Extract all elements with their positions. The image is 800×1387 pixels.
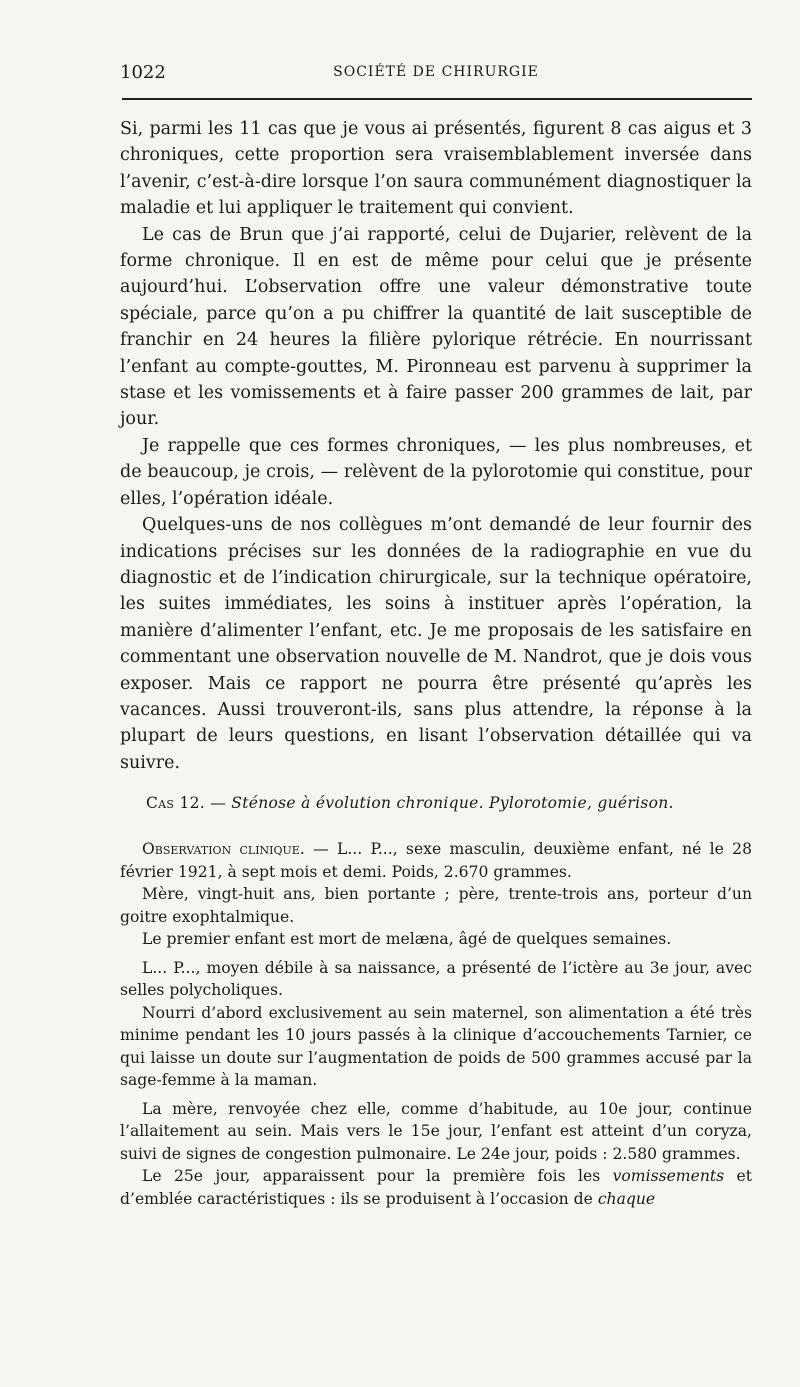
observation-paragraph: Le premier enfant est mort de melæna, âgé de quelques semaines. [142, 930, 672, 948]
page-header [120, 58, 752, 88]
observation-paragraph: Mère, vingt-huit ans, bien portante ; père, trente-trois ans, porteur d’un goitre exophtalmique. [120, 885, 752, 926]
emphasis: chaque [597, 1189, 656, 1208]
paragraph: Le cas de Brun que j’ai rapporté, celui de Dujarier, relèvent de la forme chronique. Il en est de même pour celui que je présente aujourd’hui. L’observation offre une valeur démonstrative toute spéciale, parce qu’on a pu chiffrer la quantité de lait susceptible de franchir en 24 heures la filière pylorique rétrécie. En nourrissant l’enfant au compte-gouttes, M. Pironneau est parvenu à supprimer la stase et les vomissements et à faire passer 200 grammes de lait, par jour. [120, 224, 752, 430]
observation-paragraph [120, 838, 752, 883]
observation-text-span: — L... P..., sexe masculin, deuxième enfant, né le 28 février 1921, à sept mois et demi. Poids, 2.670 grammes. [120, 840, 752, 881]
case-heading [146, 794, 674, 812]
observation-text-span: Le 25e jour, apparaissent pour la première fois les [142, 1167, 613, 1185]
emphasis: vomissements [612, 1167, 725, 1185]
running-head: SOCIÉTÉ DE CHIRURGIE [333, 64, 539, 80]
case-title: Sténose à évolution chronique. Pylorotomie, guérison. [231, 794, 674, 812]
case-label: Cas 12. [146, 794, 206, 812]
header-rule [122, 98, 752, 100]
case-dash: — [205, 794, 232, 812]
observation-paragraph: L... P..., moyen débile à sa naissance, a présenté de l’ictère au 3e jour, avec selles polycholiques. [120, 958, 752, 999]
page-number: 1022 [120, 62, 166, 83]
observation-lead: Observation clinique. [142, 840, 305, 858]
observation-paragraph [120, 1165, 752, 1210]
report-text [120, 116, 752, 776]
observation-paragraph: La mère, renvoyée chez elle, comme d’habitude, au 10e jour, continue l’allaitement au sein. Mais vers le 15e jour, l’enfant est atteint d’un coryza, suivi de signes de congestion pulmonaire. Le 24e jour, poids : 2.580 grammes. [120, 1099, 752, 1163]
paragraph: Je rappelle que ces formes chroniques, — les plus nombreuses, et de beaucoup, je crois, — relèvent de la pylorotomie qui constitue, pour elles, l’opération idéale. [120, 435, 752, 509]
paragraph: Quelques-uns de nos collègues m’ont demandé de leur fournir des indications précises sur les données de la radiographie en vue du diagnostic et de l’indication chirurgicale, sur la technique opératoire, les suites immédiates, les soins à instituer après l’opération, la manière d’alimenter l’enfant, etc. Je me proposais de les satisfaire en commentant une observation nouvelle de M. Nandrot, que je dois vous exposer. Mais ce rapport ne pourra être présenté qu’après les vacances. Aussi trouveront-ils, sans plus attendre, la réponse à la plupart de leurs questions, en lisant l’observation détaillée qui va suivre. [120, 515, 752, 773]
observation-text [120, 838, 752, 1210]
observation-paragraph: Nourri d’abord exclusivement au sein maternel, son alimentation a été très minime pendant les 10 jours passés à la clinique d’accouchements Tarnier, ce qui laisse un doute sur l’augmentation de poids de 500 grammes accusé par la sage-femme à la maman. [120, 1003, 752, 1089]
book-page [120, 58, 752, 1208]
observation-text-span: et d’emblée caractéristiques : ils se produisent à l’occasion de [120, 1167, 752, 1208]
paragraph: Si, parmi les 11 cas que je vous ai présentés, figurent 8 cas aigus et 3 chroniques, cette proportion sera vraisemblablement inversée dans l’avenir, c’est-à-dire lorsque l’on saura communément diagnostiquer la maladie et lui appliquer le traitement qui convient. [120, 119, 752, 219]
